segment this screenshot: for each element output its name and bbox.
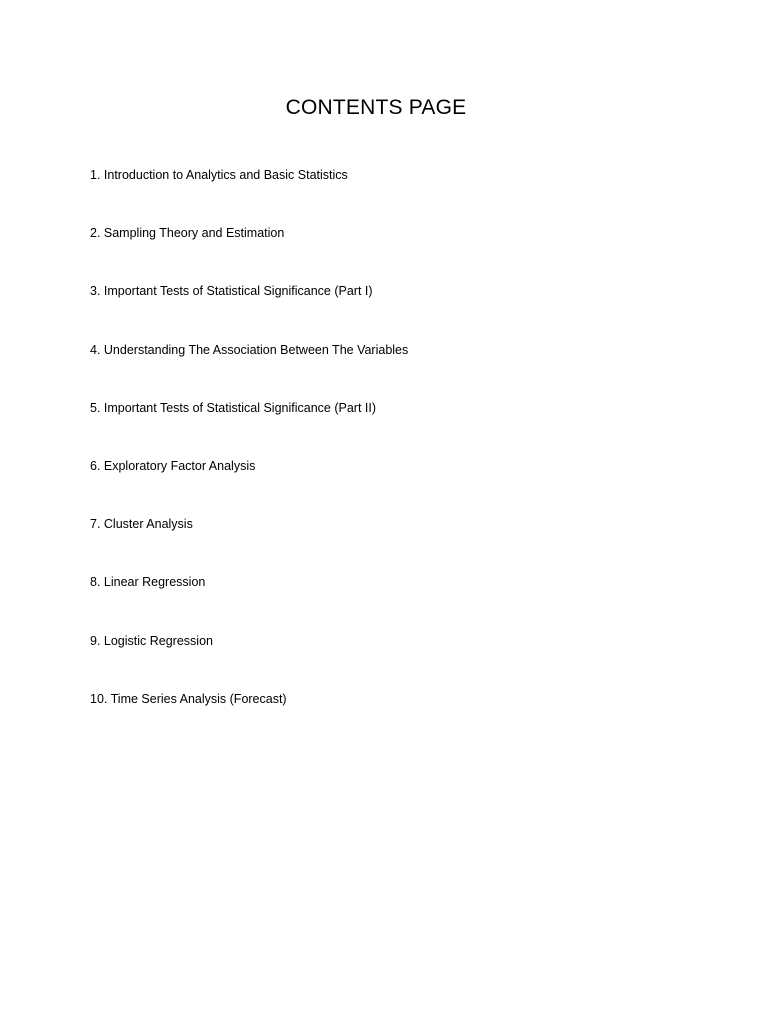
- contents-item: 5. Important Tests of Statistical Significance (Part II): [90, 400, 376, 415]
- page-title: CONTENTS PAGE: [285, 96, 467, 119]
- contents-item: 7. Cluster Analysis: [90, 517, 193, 532]
- contents-item: 9. Logistic Regression: [90, 633, 213, 648]
- contents-list: [90, 167, 408, 749]
- contents-item: 10. Time Series Analysis (Forecast): [90, 691, 287, 706]
- contents-item: 4. Understanding The Association Between The Variables: [90, 342, 409, 357]
- contents-item: 6. Exploratory Factor Analysis: [90, 458, 256, 473]
- contents-item: 1. Introduction to Analytics and Basic Statistics: [90, 168, 348, 182]
- contents-item: 2. Sampling Theory and Estimation: [90, 226, 285, 241]
- contents-item: 3. Important Tests of Statistical Significance (Part I): [90, 284, 373, 299]
- contents-item: 8. Linear Regression: [90, 575, 206, 590]
